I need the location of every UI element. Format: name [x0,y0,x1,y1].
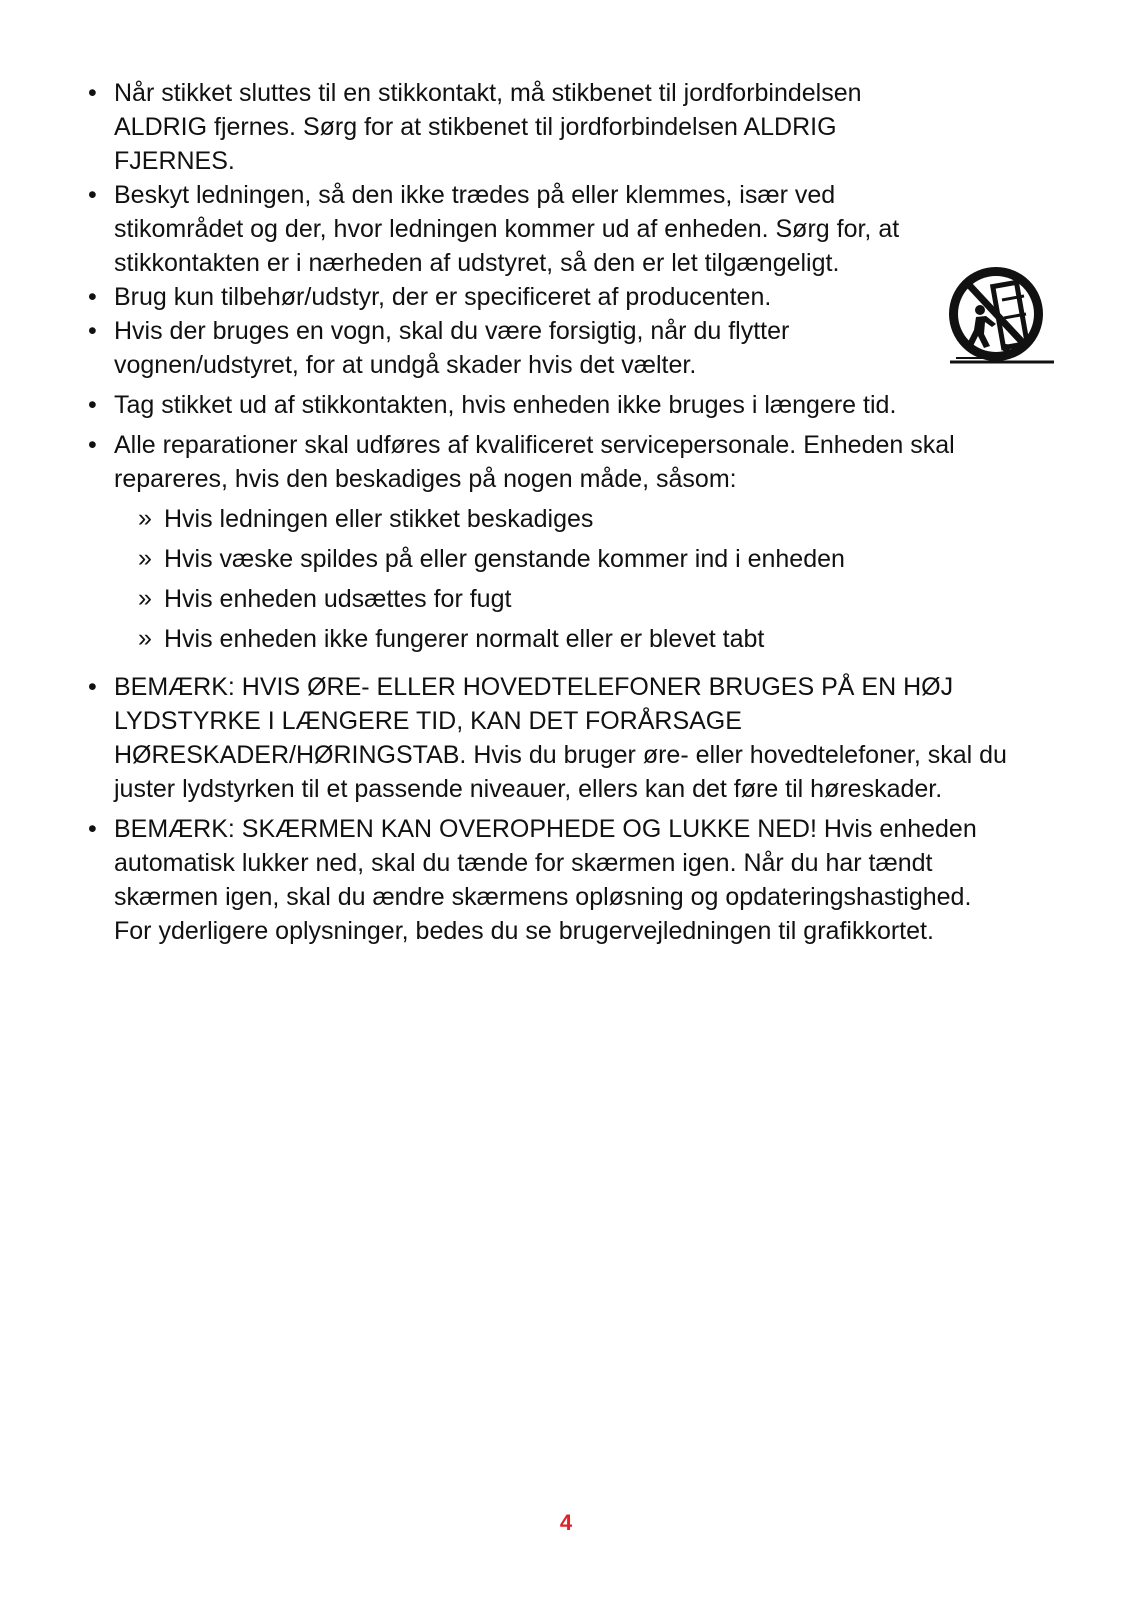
cart-tip-over-warning-icon [946,264,1056,374]
sub-list-item-text: Hvis enheden udsættes for fugt [164,585,512,613]
list-item [88,178,934,280]
list-item-text: BEMÆRK: HVIS ØRE- ELLER HOVEDTELEFONER BRUGES PÅ EN HØJ LYDSTYRKE I LÆNGERE TID, KAN DET FORÅRSAGE HØRESKADER/HØRINGSTAB. Hvis du bruger øre- eller hovedtelefoner, skal du juster lydstyrken til et passende niveauer, ellers kan det føre til høreskader. [114,673,1007,803]
sub-bullet-marker: » [138,624,152,652]
list-item-text: Hvis der bruges en vogn, skal du være forsigtig, når du flytter vognen/udstyret, for at undgå skader hvis det vælter. [114,317,790,379]
list-item [88,428,964,496]
bullet-marker: • [88,181,97,209]
sub-list-item [88,622,1048,656]
list-item-text: Brug kun tilbehør/udstyr, der er specificeret af producenten. [114,283,772,311]
sub-list-item-text: Hvis ledningen eller stikket beskadiges [164,505,594,533]
bullet-marker: • [88,815,97,843]
list-item-text: Når stikket sluttes til en stikkontakt, må stikbenet til jordforbindelsen ALDRIG fjernes. Sørg for at stikbenet til jordforbindelsen ALDRIG FJERNES. [114,79,862,175]
list-item [88,314,854,382]
list-item [88,812,1014,948]
bullet-marker: • [88,673,97,701]
list-item-text: BEMÆRK: SKÆRMEN KAN OVEROPHEDE OG LUKKE NED! Hvis enheden automatisk lukker ned, skal du tænde for skærmen igen. Når du har tændt skærmen igen, skal du ændre skærmens opløsning og opdateringshastighed. For yderligere oplysninger, bedes du se brugervejledningen til grafikkortet. [114,815,977,945]
sub-list-item-text: Hvis enheden ikke fungerer normalt eller er blevet tabt [164,625,765,653]
bullet-marker: • [88,431,97,459]
list-item [88,388,964,422]
sub-list-item [88,582,1048,616]
sub-bullet-marker: » [138,584,152,612]
sub-bullet-marker: » [138,504,152,532]
list-item-text: Beskyt ledningen, så den ikke trædes på eller klemmes, især ved stikområdet og der, hvor ledningen kommer ud af enheden. Sørg for, at stikkontakten er i nærheden af udstyret, så den er let tilgængeligt. [114,181,900,277]
list-item [88,670,1064,806]
list-item [88,280,934,314]
bullet-marker: • [88,283,97,311]
document-body [88,76,1048,948]
sub-bullet-marker: » [138,544,152,572]
sub-list-item [88,542,1048,576]
list-item [88,76,934,178]
list-item-text: Tag stikket ud af stikkontakten, hvis enheden ikke bruges i længere tid. [114,391,897,419]
bullet-marker: • [88,391,97,419]
page-number: 4 [559,1510,573,1535]
sub-list-item-text: Hvis væske spildes på eller genstande kommer ind i enheden [164,545,845,573]
sub-list-item [88,502,1048,536]
bullet-marker: • [88,317,97,345]
list-item-text: Alle reparationer skal udføres af kvalificeret servicepersonale. Enheden skal repareres, hvis den beskadiges på nogen måde, såsom: [114,431,955,493]
bullet-marker: • [88,79,97,107]
